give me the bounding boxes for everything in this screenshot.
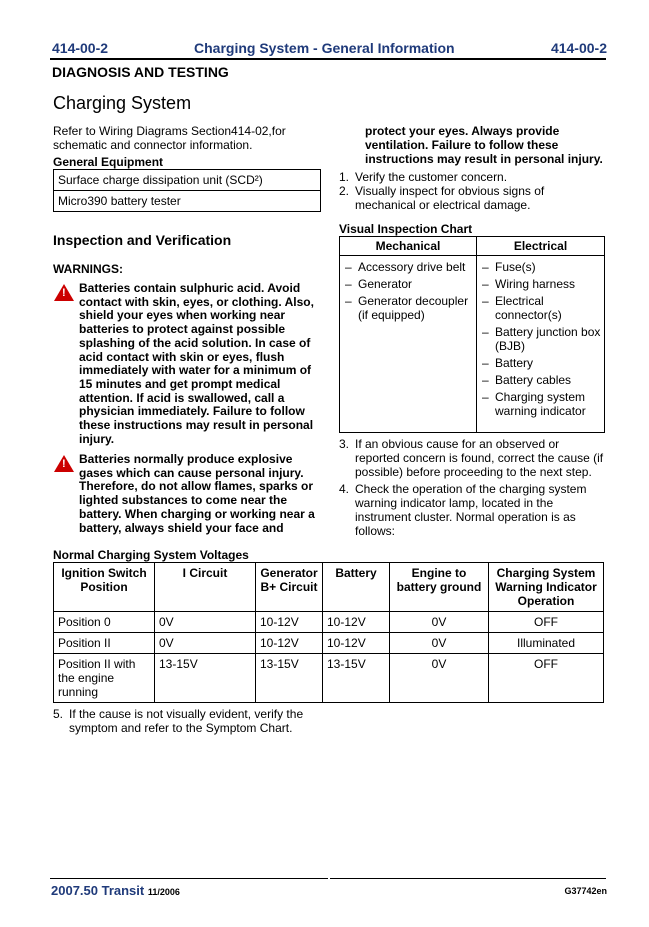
visual-chart-label: Visual Inspection Chart bbox=[339, 222, 473, 236]
table-row bbox=[340, 256, 605, 433]
table-row bbox=[54, 654, 604, 703]
warning-icon bbox=[54, 455, 74, 472]
column-header: Generator B+ Circuit bbox=[256, 563, 323, 612]
table-cell: 0V bbox=[155, 633, 256, 654]
list-item: – Charging system warning indicator bbox=[479, 390, 602, 418]
list-item: – Fuse(s) bbox=[479, 260, 602, 274]
list-item: – Generator bbox=[342, 277, 474, 291]
list-item: – Battery junction box (BJB) bbox=[479, 325, 602, 353]
list-item: 2. Visually inspect for obvious signs of mechanical or electrical damage. bbox=[339, 184, 545, 212]
header-rule bbox=[50, 58, 606, 60]
list-item: 5. If the cause is not visually evident, verify the symptom and refer to the Symptom Chart. bbox=[53, 707, 304, 735]
table-cell: 10-12V bbox=[256, 612, 323, 633]
equipment-label: General Equipment bbox=[53, 155, 164, 169]
footer-rule-right bbox=[330, 878, 606, 879]
mechanical-cell bbox=[340, 256, 477, 433]
table-cell: 10-12V bbox=[256, 633, 323, 654]
table-cell: 13-15V bbox=[323, 654, 390, 703]
list-item: – Accessory drive belt bbox=[342, 260, 474, 274]
warning-text-2-cont: protect your eyes. Always provide ventilation. Failure to follow these instructions may result in personal injury. bbox=[365, 124, 603, 166]
electrical-list bbox=[479, 260, 602, 418]
column-header: I Circuit bbox=[155, 563, 256, 612]
column-header: Engine to battery ground bbox=[390, 563, 489, 612]
table-cell: 0V bbox=[390, 633, 489, 654]
table-cell: 0V bbox=[390, 654, 489, 703]
footer-ref: G37742en bbox=[564, 886, 607, 896]
section-title: DIAGNOSIS AND TESTING bbox=[52, 64, 229, 80]
table-row bbox=[54, 612, 604, 633]
list-item: 1. Verify the customer concern. bbox=[339, 170, 508, 184]
table-cell: 0V bbox=[155, 612, 256, 633]
footer-date: 11/2006 bbox=[147, 887, 180, 897]
column-header: Battery bbox=[323, 563, 390, 612]
electrical-cell bbox=[477, 256, 605, 433]
warning-icon bbox=[54, 284, 74, 301]
column-header: Charging System Warning Indicator Operation bbox=[489, 563, 604, 612]
table-cell: OFF bbox=[489, 612, 604, 633]
table-header-row bbox=[54, 563, 604, 612]
visual-inspection-table bbox=[339, 236, 605, 433]
list-item: 3. If an obvious cause for an observed or reported concern is found, correct the cause (if possible) before proceeding to the next step. bbox=[339, 437, 604, 479]
equipment-table bbox=[53, 169, 321, 212]
warnings-label: WARNINGS: bbox=[53, 262, 123, 276]
list-item: – Battery bbox=[479, 356, 602, 370]
page-title: Charging System - General Information bbox=[194, 40, 455, 56]
warning-text-1: Batteries contain sulphuric acid. Avoid contact with skin, eyes, or clothing. Also, shield your eyes when working near batteries to protect against possible splashing of the acid solution. In case of acid contact with skin or eyes, flush immediately with water for a minimum of 15 minutes and get prompt medical attention. If acid is swallowed, call a physician immediately. Failure to follow these instructions may result in personal injury. bbox=[79, 281, 314, 446]
table-header-row bbox=[340, 237, 605, 256]
steps-top-list bbox=[339, 170, 607, 212]
table-cell: Illuminated bbox=[489, 633, 604, 654]
intro-text: Refer to Wiring Diagrams Section414-02,for schematic and connector information. bbox=[53, 124, 286, 152]
main-heading: Charging System bbox=[53, 93, 192, 113]
column-header: Ignition Switch Position bbox=[54, 563, 155, 612]
table-cell: Position 0 bbox=[54, 612, 155, 633]
column-header: Mechanical bbox=[340, 237, 477, 256]
table-row bbox=[54, 191, 321, 212]
footer-rule-left bbox=[50, 878, 328, 879]
table-row bbox=[54, 633, 604, 654]
voltages-label: Normal Charging System Voltages bbox=[53, 548, 249, 562]
table-cell: 10-12V bbox=[323, 612, 390, 633]
page-code-left: 414-00-2 bbox=[52, 40, 109, 56]
table-cell: 10-12V bbox=[323, 633, 390, 654]
equipment-cell: Micro390 battery tester bbox=[54, 191, 321, 212]
inspection-heading: Inspection and Verification bbox=[53, 232, 232, 248]
equipment-cell: Surface charge dissipation unit (SCD²) bbox=[54, 170, 321, 191]
step-5-list bbox=[53, 707, 323, 735]
mechanical-list bbox=[342, 260, 474, 322]
table-cell: OFF bbox=[489, 654, 604, 703]
list-item: – Electrical connector(s) bbox=[479, 294, 602, 322]
table-row bbox=[54, 170, 321, 191]
table-cell: 0V bbox=[390, 612, 489, 633]
list-item: – Generator decoupler (if equipped) bbox=[342, 294, 474, 322]
table-cell: Position II with the engine running bbox=[54, 654, 155, 703]
list-item: – Battery cables bbox=[479, 373, 602, 387]
page-code-right: 414-00-2 bbox=[550, 40, 607, 56]
table-cell: 13-15V bbox=[155, 654, 256, 703]
list-item: – Wiring harness bbox=[479, 277, 602, 291]
steps-mid-list bbox=[339, 437, 607, 538]
list-item: 4. Check the operation of the charging system warning indicator lamp, located in the instrument cluster. Normal operation is as follows: bbox=[339, 482, 587, 538]
column-header: Electrical bbox=[477, 237, 605, 256]
footer-model: 2007.50 Transit 11/2006 bbox=[51, 883, 180, 898]
voltages-table bbox=[53, 562, 604, 703]
table-cell: 13-15V bbox=[256, 654, 323, 703]
warning-text-2: Batteries normally produce explosive gases which can cause personal injury. Therefore, do not allow flames, sparks or lighted substances to come near the battery. When charging or working near a battery, always shield your face and bbox=[79, 452, 315, 535]
table-cell: Position II bbox=[54, 633, 155, 654]
